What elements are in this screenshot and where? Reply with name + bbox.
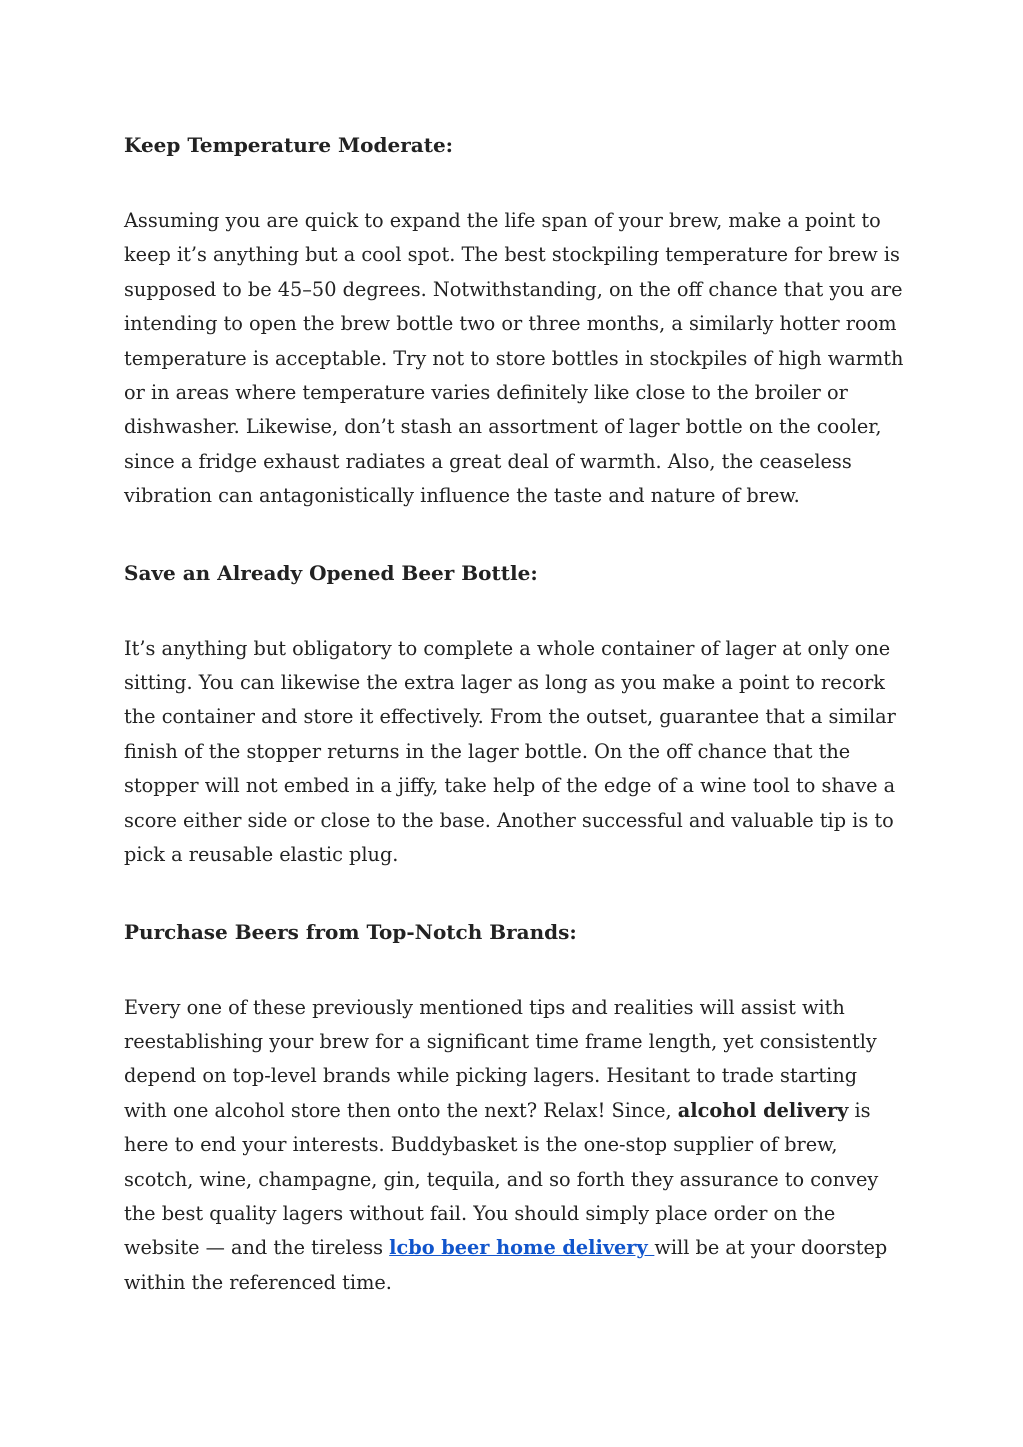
section-paragraph-temperature: Assuming you are quick to expand the life span of your brew, make a point to keep it’s anything but a cool spot. The best stockpiling temperature for brew is supposed to be 45–50 degrees. Notwithstanding, on the off chance that you are intending to open the brew bottle two or three months, a similarly hotter room temperature is acceptable. Try not to store bottles in stockpiles of high warmth or in areas where temperature varies definitely like close to the broiler or dishwasher. Likewise, don’t stash an assortment of lager bottle on the cooler, since a fridge exhaust radiates a great deal of warmth. Also, the ceaseless vibration can antagonistically influence the taste and nature of brew.: [124, 209, 904, 508]
section-paragraph-opened-bottle: It’s anything but obligatory to complete a whole container of lager at only one sitting. You can likewise the extra lager as long as you make a point to recork the container and store it effectively. From the outset, guarantee that a similar finish of the stopper returns in the lager bottle. On the off chance that the stopper will not embed in a jiffy, take help of the edge of a wine tool to shave a score either side or close to the base. Another successful and valuable tip is to pick a reusable elastic plug.: [124, 636, 896, 867]
section-heading-brands: Purchase Beers from Top-Notch Brands:: [124, 919, 577, 944]
alcohol-delivery-bold-text: alcohol delivery: [677, 1098, 849, 1122]
document-body: [124, 128, 904, 1342]
section-heading-temperature: Keep Temperature Moderate:: [124, 133, 454, 157]
paragraph-text-part3: will be at your doorstep within the referenced time.: [124, 1236, 888, 1294]
section-paragraph-brands: [124, 991, 904, 1301]
section-heading-opened-bottle: Save an Already Opened Beer Bottle:: [124, 560, 538, 585]
lcbo-beer-home-delivery-link[interactable]: lcbo beer home delivery: [389, 1236, 655, 1260]
paragraph-text-part1: Every one of these previously mentioned tips and realities will assist with reestablishing your brew for a significant time frame length, yet consistently depend on top-level brands while picking lagers. Hesitant to trade starting with one alcohol store then onto the next? Relax! Since,: [124, 995, 877, 1122]
paragraph-text-part2: is here to end your interests. Buddybasket is the one-stop supplier of brew, scotch, wine, champagne, gin, tequila, and so forth they assurance to convey the best quality lagers without fail. You should simply place order on the website — and the tireless: [124, 1098, 879, 1260]
